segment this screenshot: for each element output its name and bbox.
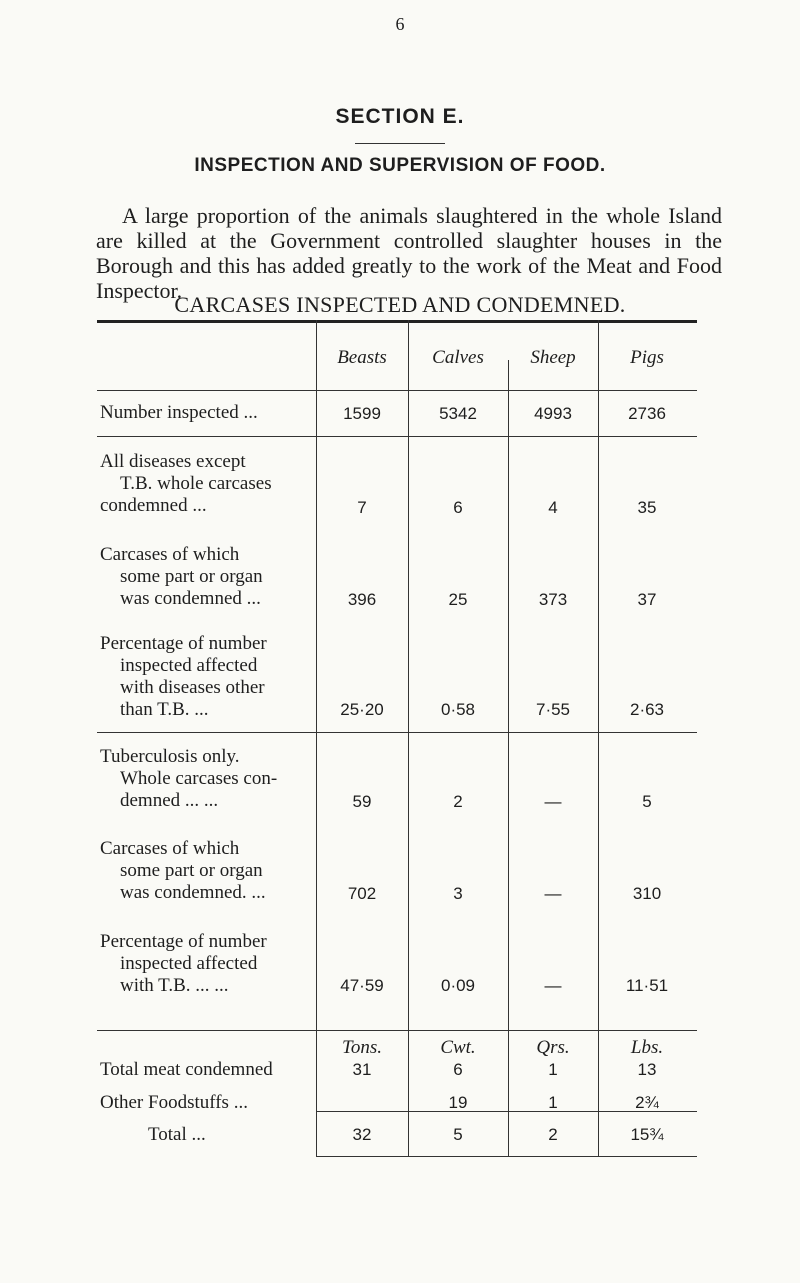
cell-value: 6 xyxy=(453,1060,463,1079)
unit-qrs: Qrs. xyxy=(536,1037,570,1058)
cell-value: 2 xyxy=(453,792,463,811)
cell-value: 5 xyxy=(642,792,652,811)
cell-value: 2¾ xyxy=(635,1093,659,1112)
bottom-rule xyxy=(316,1156,697,1157)
column-divider xyxy=(316,320,317,1157)
cell-value: 1599 xyxy=(343,404,381,423)
table-title: CARCASES INSPECTED AND CONDEMNED. xyxy=(174,292,626,317)
cell-value: 37 xyxy=(637,590,657,609)
cell-value: 0·58 xyxy=(440,700,476,719)
page-heading: INSPECTION AND SUPERVISION OF FOOD. xyxy=(194,155,606,176)
row-label-total: Total ... xyxy=(148,1124,206,1145)
cell-value: 373 xyxy=(538,590,568,609)
cell-value: — xyxy=(544,792,562,811)
cell-value: — xyxy=(544,976,562,995)
cell-value: 1 xyxy=(548,1060,558,1079)
section-title: SECTION E. xyxy=(335,105,465,128)
unit-cwt: Cwt. xyxy=(440,1037,476,1058)
column-divider xyxy=(408,320,409,1157)
cell-value: 19 xyxy=(448,1093,468,1112)
cell-value: 310 xyxy=(632,884,662,903)
row-label-whole-condemned-tb: Tuberculosis only. Whole carcases con- demned ... ... xyxy=(100,746,278,811)
cell-value: 1 xyxy=(548,1093,558,1112)
unit-tons: Tons. xyxy=(342,1037,382,1058)
row-divider xyxy=(97,390,697,391)
cell-value: 5342 xyxy=(439,404,477,423)
cell-value: 7·55 xyxy=(535,700,571,719)
row-label-percentage-tb: Percentage of number inspected affected with T.B. ... ... xyxy=(100,931,267,996)
row-label-part-condemned-tb: Carcases of which some part or organ was condemned. ... xyxy=(100,838,266,903)
row-label-whole-condemned-other: All diseases except T.B. whole carcases condemned ... xyxy=(100,451,272,516)
cell-value: 47·59 xyxy=(340,976,384,995)
intro-paragraph: A large proportion of the animals slaughtered in the whole Island are killed at the Government controlled slaughter houses in the Borough and this has added greatly to the work of the Meat and Food Inspector. xyxy=(96,203,722,303)
row-label-other-foodstuffs: Other Foodstuffs ... xyxy=(100,1092,248,1113)
column-header-sheep: Sheep xyxy=(530,347,576,368)
cell-value: 5 xyxy=(453,1125,463,1144)
row-label-number-inspected: Number inspected ... xyxy=(100,402,258,423)
cell-value: 0·09 xyxy=(440,976,476,995)
row-label-percentage-other: Percentage of number inspected affected with diseases other than T.B. ... xyxy=(100,633,267,720)
cell-value: 31 xyxy=(352,1060,372,1079)
cell-value: 2·63 xyxy=(629,700,665,719)
cell-value: 396 xyxy=(347,590,377,609)
row-divider xyxy=(97,732,697,733)
page-number: 6 xyxy=(395,14,405,34)
cell-value: 13 xyxy=(637,1060,657,1079)
cell-value: 4 xyxy=(548,498,558,517)
cell-value: 2736 xyxy=(628,404,666,423)
row-label-total-meat: Total meat condemned xyxy=(100,1059,273,1080)
cell-value: 3 xyxy=(453,884,463,903)
column-header-pigs: Pigs xyxy=(630,347,664,368)
cell-value: 2 xyxy=(548,1125,558,1144)
column-divider xyxy=(598,320,599,1157)
cell-value: 7 xyxy=(357,498,367,517)
unit-lbs: Lbs. xyxy=(630,1037,664,1058)
row-divider xyxy=(97,436,697,437)
cell-value: 32 xyxy=(352,1125,372,1144)
cell-value: 35 xyxy=(637,498,657,517)
cell-value: 15¾ xyxy=(630,1125,664,1144)
cell-value: 59 xyxy=(352,792,372,811)
cell-value: 11·51 xyxy=(625,976,669,995)
title-rule xyxy=(355,143,445,144)
table-top-rule xyxy=(97,320,697,323)
column-header-calves: Calves xyxy=(432,347,484,368)
cell-value: 6 xyxy=(453,498,463,517)
cell-value: — xyxy=(544,884,562,903)
column-header-beasts: Beasts xyxy=(337,347,387,368)
row-divider xyxy=(97,1030,697,1031)
row-label-part-condemned-other: Carcases of which some part or organ was condemned ... xyxy=(100,544,263,609)
cell-value: 25·20 xyxy=(340,700,384,719)
cell-value: 702 xyxy=(347,884,377,903)
cell-value: 4993 xyxy=(534,404,572,423)
cell-value: 25 xyxy=(448,590,468,609)
